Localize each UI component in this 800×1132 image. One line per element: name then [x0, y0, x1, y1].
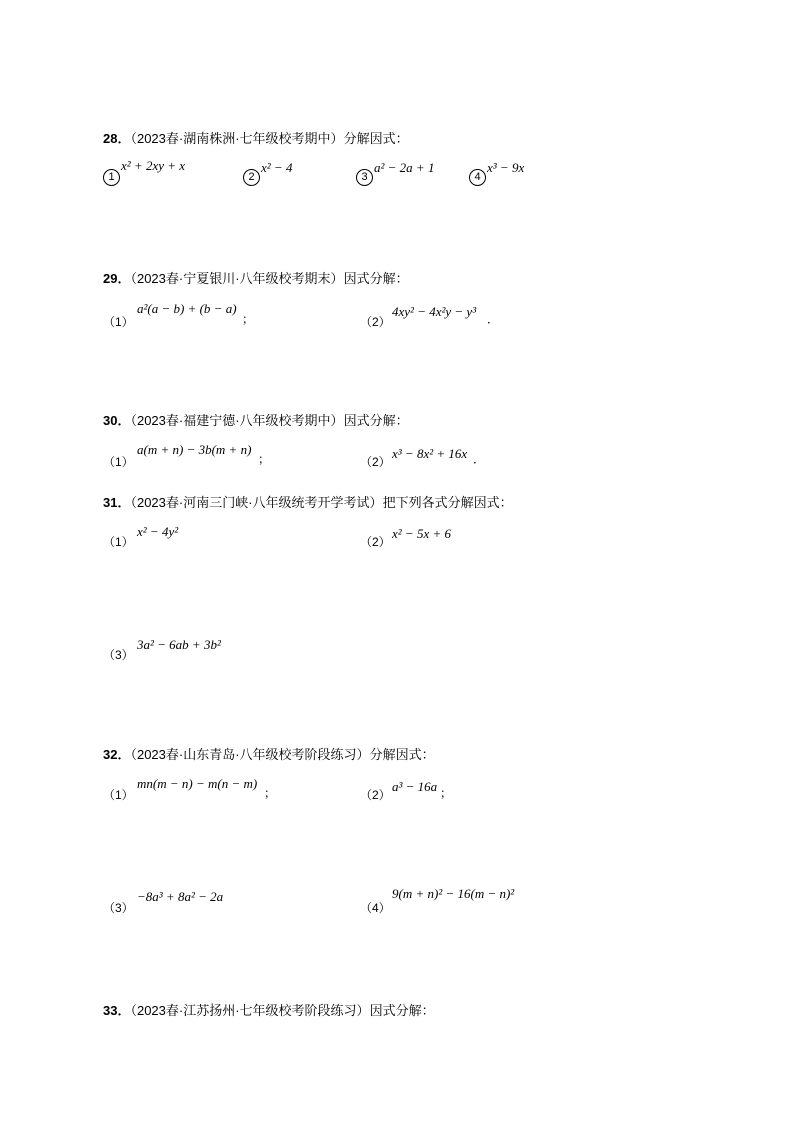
question-number: 30． — [103, 413, 131, 428]
math-expression: 9(m + n)² − 16(m − n)² — [392, 886, 515, 901]
circled-number: 4 — [469, 169, 486, 186]
question-prompt: 分解因式： — [369, 747, 435, 762]
item-suffix: ； — [242, 312, 255, 326]
math-expression: a²(a − b) + (b − a) — [137, 301, 237, 316]
question-29-heading — [103, 270, 409, 288]
item-label: （1） — [103, 455, 134, 469]
item-suffix: ； — [258, 452, 271, 466]
circled-number: 2 — [243, 169, 260, 186]
question-prompt: 把下列各式分解因式： — [382, 495, 513, 510]
item-label: （4） — [360, 901, 391, 915]
item-label: （1） — [103, 535, 134, 549]
item-label: （2） — [360, 315, 391, 329]
question-prompt: 因式分解： — [343, 413, 409, 428]
math-expression: 3a² − 6ab + 3b² — [137, 637, 221, 652]
question-number: 28． — [103, 131, 131, 146]
math-expression: x³ − 9x — [487, 160, 525, 175]
item-suffix: ． — [487, 312, 500, 326]
item-label: （2） — [360, 535, 391, 549]
item-label: （2） — [360, 788, 391, 802]
question-number: 32． — [103, 747, 131, 762]
circled-number: 3 — [356, 169, 373, 186]
question-source: （2023春·江苏扬州·七年级校考阶段练习） — [130, 1003, 370, 1018]
question-number: 31． — [103, 495, 131, 510]
math-expression: mn(m − n) − m(n − m) — [137, 776, 258, 791]
math-expression: a(m + n) − 3b(m + n) — [137, 442, 252, 457]
math-expression: 4xy² − 4x²y − y³ — [392, 304, 477, 319]
question-source: （2023春·宁夏银川·八年级校考期末） — [130, 271, 344, 286]
math-expression: a³ − 16a — [392, 779, 438, 794]
math-expression: a² − 2a + 1 — [374, 160, 435, 175]
item-label: （1） — [103, 315, 134, 329]
item-label: （3） — [103, 901, 134, 915]
math-expression: x³ − 8x² + 16x — [392, 446, 468, 461]
question-source: （2023春·湖南株洲·七年级校考期中） — [130, 131, 344, 146]
item-label: （1） — [103, 788, 134, 802]
math-expression: x² + 2xy + x — [121, 158, 186, 173]
question-prompt: 因式分解： — [343, 271, 409, 286]
question-31-heading — [103, 494, 513, 512]
item-label: （3） — [103, 648, 134, 662]
item-suffix: ． — [473, 452, 486, 466]
math-expression: x² − 4 — [261, 160, 293, 175]
question-prompt: 分解因式： — [343, 131, 409, 146]
question-prompt: 因式分解： — [369, 1003, 435, 1018]
question-32-heading — [103, 746, 435, 764]
circled-number: 1 — [103, 169, 120, 186]
item-suffix: ； — [440, 786, 453, 800]
question-28-heading — [103, 130, 409, 148]
question-30-heading — [103, 412, 409, 430]
question-source: （2023春·河南三门峡·八年级统考开学考试） — [130, 495, 383, 510]
question-number: 29． — [103, 271, 131, 286]
math-expression: x² − 4y² — [137, 524, 179, 539]
math-expression: −8a³ + 8a² − 2a — [137, 889, 224, 904]
item-suffix: ； — [264, 786, 277, 800]
question-source: （2023春·山东青岛·八年级校考阶段练习） — [130, 747, 370, 762]
question-number: 33． — [103, 1003, 131, 1018]
item-label: （2） — [360, 455, 391, 469]
question-source: （2023春·福建宁德·八年级校考期中） — [130, 413, 344, 428]
question-33-heading — [103, 1002, 435, 1020]
math-expression: x² − 5x + 6 — [392, 526, 451, 541]
